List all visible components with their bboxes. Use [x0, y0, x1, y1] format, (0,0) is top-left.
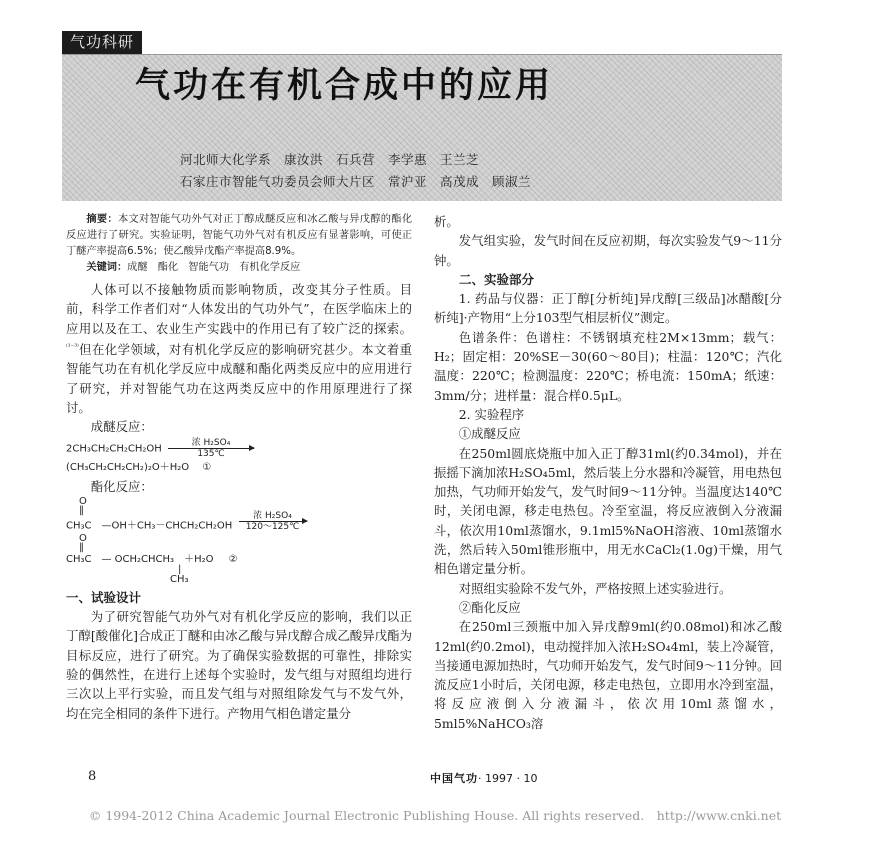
left-column: [66, 212, 412, 723]
branch-bond: |: [178, 563, 182, 575]
journal-issue: · 1997 · 10: [478, 772, 538, 785]
author-line-2: 石家庄市智能气功委员会师大片区 常沪亚 高茂成 顾淑兰: [180, 174, 532, 189]
intro-paragraph: [66, 280, 412, 417]
section-tag: 气功科研: [62, 31, 142, 54]
ether-procedure-text: 在250ml圆底烧瓶中加入正丁醇31ml(约0.34mol)，并在振摇下滴加浓H₂SO₄5ml，然后装上分水器和冷凝管，用电热包加热，气功师开始发气，发气时间9～11分钟。当温度达140℃时，关闭电源，移走电热包。冷至室温，将反应液倒入分液漏斗，依次用10ml蒸馏水，9.1ml5%NaOH溶液、10ml蒸馏水洗，然后转入50ml锥形瓶中，用无水CaCl₂(1.0g)干燥，用气相色谱定量分析。: [434, 445, 782, 577]
ester-condition-below: 120～125℃: [245, 521, 300, 532]
ether-reactant: 2CH₃CH₂CH₂CH₂OH: [66, 443, 162, 454]
ester-reaction-label: 酯化反应：: [90, 478, 153, 494]
keywords-text: 成醚 酯化 智能气功 有机化学反应: [127, 262, 301, 273]
copyright-notice: © 1994-2012 China Academic Journal Electronic Publishing House. All rights reserved. http://www.cnki.net: [88, 808, 782, 823]
ether-condition-below: 135℃: [197, 448, 225, 459]
intro-text: 人体可以不接触物质而影响物质，改变其分子性质。目前，科学工作者们对“人体发出的气功外气”，在医学临床上的应用以及在工、农业生产实践中的作用已有了较广泛的探索。: [66, 282, 412, 336]
intro-reference: ⁽¹⁻³⁾: [66, 342, 79, 351]
product-carbonyl-double-bond: ‖: [79, 541, 84, 553]
continued-text: 析。: [434, 214, 459, 229]
journal-footer: [430, 770, 537, 786]
carbonyl-double-bond: ‖: [79, 504, 84, 516]
ether-product: (CH₃CH₂CH₂CH₂)₂O＋H₂O: [66, 461, 190, 473]
ether-equation-number: ①: [202, 461, 212, 473]
ester-product-block: [66, 534, 412, 586]
procedure-heading: 2. 实验程序: [458, 406, 525, 422]
article-title: 气功在有机合成中的应用: [135, 65, 554, 106]
intro-text-tail: 但在化学领域，对有机化学反应的影响研究甚少。本文着重智能气功在有机化学反应中成醚和酯化两类反应中的应用进行了研究，并对智能气功在这两类反应中的作用原理进行了探讨。: [66, 342, 412, 415]
section-1-heading: 一、试验设计: [66, 589, 142, 605]
product-carbonyl-oxygen: O: [79, 532, 87, 544]
ether-reaction-label: 成醚反应：: [90, 419, 153, 435]
ether-condition-above: 浓 H₂SO₄: [191, 437, 231, 448]
chromatography-conditions: 色谱条件：色谱柱：不锈钢填充柱2M×13mm；载气：H₂；固定相：20%SE－30(60～80目)；柱温：120℃；汽化温度：220℃；检测温度：220℃；桥电流：150mA；纸速：3mm/分；进样量：混合样0.5μL。: [434, 329, 782, 403]
section-1-text: 为了研究智能气功外气对有机化学反应的影响，我们以正丁醇[酸催化]合成正丁醚和由冰乙酸与异戊醇合成乙酸异戊酯为目标反应，进行了研究。为了确保实验数据的可靠性，排除实验的偶然性，在进行上述每个实验时，发气组与对照组均进行三次以上平行实验，而且发气组与对照组除发气与不发气外，均在完全相同的条件下进行。产物用气相色谱定量分: [66, 609, 412, 721]
ester-condition-above: 浓 H₂SO₄: [253, 510, 292, 521]
ether-equation: [66, 438, 412, 459]
ether-subheading: ①成醚反应: [458, 426, 521, 442]
reagents-text: 1. 药品与仪器：正丁醇[分析纯]异戊醇[三级品]冰醋酸[分析纯]·产物用“上分103型气相层析仪”测定。: [434, 291, 782, 326]
keywords-label: 关键词：: [86, 262, 128, 273]
control-group-text: 对照组实验除不发气外，严格按照上述实验进行。: [458, 580, 732, 596]
ester-equation-number: ②: [228, 553, 238, 565]
section-2-heading: 二、实验部分: [459, 271, 535, 287]
ester-equation: [66, 497, 412, 533]
keywords: [66, 260, 412, 276]
branch-methyl: CH₃: [170, 573, 189, 585]
journal-name: 中国气功: [430, 772, 478, 785]
author-line-1: 河北师大化学系 康汝洪 石兵营 李学惠 王兰芝: [180, 152, 480, 167]
ester-product: CH₃C — OCH₂CHCH₃ ＋H₂O: [66, 553, 214, 565]
ether-arrow: [168, 438, 254, 459]
abstract-text: 本文对智能气功外气对正丁醇成醚反应和冰乙酸与异戊醇的酯化反应进行了研究。实验证明，智能气功外气对有机反应有显著影响，可使正丁醚产率提高6.5%；使乙酸异戊酯产率提高8.9%。: [66, 214, 413, 257]
ester-procedure-text: 在250ml三颈瓶中加入异戊醇9ml(约0.08mol)和冰乙酸12ml(约0.2mol)，电动搅拌加入浓H₂SO₄4ml，装上冷凝管，当接通电源加热时，气功师开始发气，发气时间9～11分钟。回流反应1小时后，关闭电源，移走电热包，立即用水冷到室温，将反应液倒入分液漏斗，依次用10ml蒸馏水，5ml5%NaHCO₃溶: [434, 619, 782, 731]
right-column: [434, 212, 782, 733]
ether-product-line: [66, 460, 412, 475]
page-number: 8: [88, 769, 97, 784]
qigong-group-text: 发气组实验，发气时间在反应初期，每次实验发气9～11分钟。: [434, 233, 782, 268]
abstract: [66, 212, 412, 260]
ester-reactant: CH₃C —OH＋CH₃－CHCH₂CH₂OH: [66, 520, 233, 532]
ester-arrow: [239, 511, 307, 532]
carbonyl-oxygen: O: [79, 495, 87, 507]
abstract-label: 摘要：: [86, 214, 118, 225]
ester-subheading: ②酯化反应: [458, 599, 521, 615]
